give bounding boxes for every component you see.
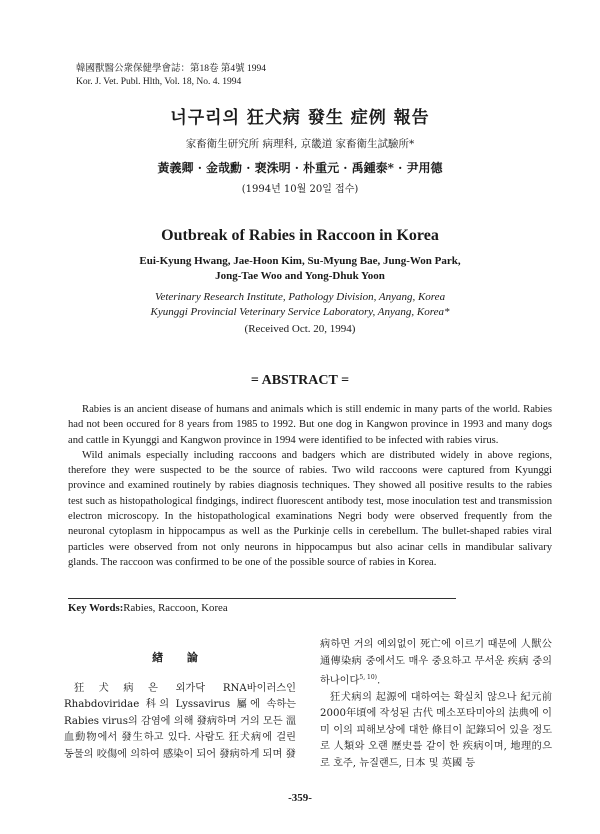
korean-affiliation: 家畜衛生研究所 病理科, 京畿道 家畜衛生試驗所* <box>185 138 415 150</box>
journal-line-english: Kor. J. Vet. Publ. Hlth, Vol. 18, No. 4. 1994 <box>76 77 242 87</box>
english-title: Outbreak of Rabies in Raccoon in Korea <box>161 227 439 244</box>
left-column <box>64 640 296 763</box>
abstract-paragraph: Wild animals especially including raccoons and badgers which are distributed widely in above regions, therefore they were suspected to be the source of rabies. Two wild raccoons were captured from Kyunggi province and examined routinely by rabies diagnosis techniques. They showed all positive results to the rabies test such as histopathological findgings, indirect fluorescent antibody test, mose inoculation test and transmission electron microscopy. In the histopathological examinations Negri body were observed frequently from the neuronal cytoplasm in hippocampus as well as the Purkinje cells in cerebellum. The bullet-shaped rabies viral particles were observed from not only neurons in hippocampus but also acinar cells in mandibular salivary glands. The raccoon was confirmed to be one of the possible source of rabies in Korea. <box>68 449 552 568</box>
reference-marks: 5, 10) <box>359 674 377 681</box>
journal-line-korean: 韓國獸醫公衆保健學會誌：第18卷 第4號 1994 <box>76 64 267 74</box>
keywords-line <box>68 602 228 614</box>
institution-line: Kyunggi Provincial Veterinary Service Laboratory, Anyang, Korea* <box>150 306 450 318</box>
divider <box>68 598 456 599</box>
page-number: -359- <box>288 792 312 804</box>
abstract-paragraph: Rabies is an ancient disease of humans and animals which is still endemic in many parts of the world. Rabies had not been occured for 8 years from 1985 to 1992. But one dog in Kangwon province in 1993 and many dogs and cattle in Kyunggi and Kangwon province in 1994 were identified to be infected with rabies virus. <box>68 404 552 446</box>
right-column-paragraph: 病하면 거의 예외없이 死亡에 이르기 때문에 人獸公通傳染病 중에서도 매우 중요하고 무서운 疾病 중의 하나이다$^{5, 10)}$. <box>320 639 552 687</box>
keywords-value: Rabies, Raccoon, Korea <box>123 602 228 614</box>
abstract-heading: = ABSTRACT = <box>250 373 350 388</box>
english-authors-line: Eui-Kyung Hwang, Jae-Hoon Kim, Su-Myung Bae, Jung-Won Park, <box>139 255 461 267</box>
left-column-text: 狂犬病은 외가닥 RNA바이러스인 Rhabdoviridae 科의 Lyssavirus 屬에 속하는 Rabies virus의 감염에 의해 發病하며 거의 모든 溫血動物에서 發生하고 있다. 사람도 狂犬病에 걸린 동물의 咬傷에 의하여 感染이 되어 發病하게 되며 發 <box>64 682 297 760</box>
right-column <box>320 637 552 772</box>
right-column-paragraph: 狂犬病의 起源에 대하여는 확실치 않으나 紀元前 2000年頃에 작성된 古代 메소포타미아의 法典에 이미 이의 피해보상에 대한 條目이 記錄되어 있을 정도로 人類와 오랜 歷史를 같이 한 疾病이며, 地理的으로 호주, 뉴질랜드, 日本 및 英國 등 <box>320 691 552 769</box>
keywords-label: Key Words: <box>68 602 124 614</box>
english-authors-line: Jong-Tae Woo and Yong-Dhuk Yoon <box>215 270 385 282</box>
journal-header <box>76 63 266 89</box>
institution-line: Veterinary Research Institute, Pathology Division, Anyang, Korea <box>154 291 446 303</box>
section-heading: 緖 論 <box>152 651 208 664</box>
korean-authors: 黃義卿 · 金哉勳 · 裵洙明 · 朴重元 · 禹鍾泰* · 尹用德 <box>157 161 443 175</box>
korean-title: 너구리의 狂犬病 發生 症例 報告 <box>170 108 430 128</box>
english-authors <box>0 254 600 284</box>
abstract-body <box>68 402 552 570</box>
korean-received-date: (1994년 10월 20일 접수) <box>241 184 359 195</box>
institutions <box>0 290 600 320</box>
received-date: (Received Oct. 20, 1994) <box>244 323 356 335</box>
